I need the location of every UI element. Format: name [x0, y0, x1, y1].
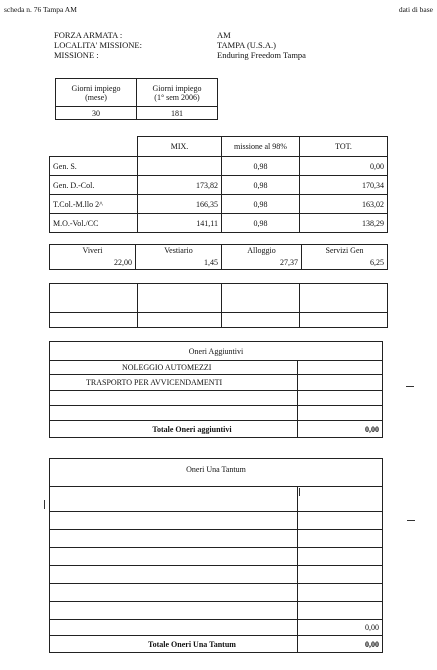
localita-value: TAMPA (U.S.A.)	[217, 40, 276, 50]
table-row: TRASPORTO PER AVVICENDAMENTI	[50, 375, 383, 391]
vestiario-header: Vestiario	[136, 245, 222, 257]
subtotal-value: 0,00	[298, 620, 383, 636]
giorni-table	[55, 78, 218, 120]
totale-aggiuntivi-label: Totale Oneri aggiuntivi	[50, 421, 298, 438]
tot-header: TOT.	[300, 137, 388, 157]
info-labels	[54, 30, 142, 60]
scan-mark	[406, 386, 414, 387]
scan-mark	[44, 500, 45, 509]
table-row: Gen. D.-Col. 173,82 0,98 170,34	[50, 176, 388, 195]
forza-armata-value: AM	[217, 30, 231, 40]
spese-table	[49, 244, 388, 270]
giorni-mese-header: Giorni impiego (mese)	[56, 79, 137, 107]
pct-header: missione al 98%	[222, 137, 300, 157]
info-values	[217, 30, 306, 60]
totale-una-tantum-value: 0,00	[298, 636, 383, 653]
missione-label: MISSIONE :	[54, 50, 99, 60]
viveri-header: Viveri	[50, 245, 136, 257]
alloggio-header: Alloggio	[222, 245, 302, 257]
sheet-title: dati di base	[398, 5, 433, 14]
totale-una-tantum-row	[50, 636, 383, 653]
subtotal-row	[50, 620, 383, 636]
sheet-number: scheda n. 76 Tampa AM	[4, 5, 77, 14]
oneri-aggiuntivi-title: Oneri Aggiuntivi	[50, 342, 383, 361]
oneri-una-tantum-table	[49, 458, 383, 653]
totale-una-tantum-label: Totale Oneri Una Tantum	[50, 636, 298, 653]
viveri-value: 22,00	[50, 257, 136, 270]
localita-label: LOCALITA' MISSIONE:	[54, 40, 142, 50]
oneri-una-tantum-title: Oneri Una Tantum	[50, 459, 383, 487]
table-row: Gen. S. 0,98 0,00	[50, 157, 388, 176]
mix-header: MIX.	[138, 137, 222, 157]
empty-grid	[49, 283, 388, 328]
table-row: M.O.-Vol./CC 141,11 0,98 138,29	[50, 214, 388, 233]
servizi-header: Servizi Gen	[302, 245, 388, 257]
mix-corner	[50, 137, 138, 157]
servizi-value: 6,25	[302, 257, 388, 270]
alloggio-value: 27,37	[222, 257, 302, 270]
totale-aggiuntivi-value: 0,00	[298, 421, 383, 438]
missione-value: Enduring Freedom Tampa	[217, 50, 306, 60]
table-row: T.Col.-M.llo 2^ 166,35 0,98 163,02	[50, 195, 388, 214]
table-row: NOLEGGIO AUTOMEZZI	[50, 361, 383, 375]
scan-mark	[407, 520, 415, 521]
giorni-sem-header: Giorni impiego (1° sem 2006)	[137, 79, 218, 107]
totale-aggiuntivi-row	[50, 421, 383, 438]
vestiario-value: 1,45	[136, 257, 222, 270]
giorni-sem-value: 181	[137, 107, 218, 120]
giorni-mese-value: 30	[56, 107, 137, 120]
forza-armata-label: FORZA ARMATA :	[54, 30, 123, 40]
mix-table	[49, 136, 388, 233]
oneri-aggiuntivi-table	[49, 341, 383, 438]
scan-mark	[299, 488, 300, 496]
